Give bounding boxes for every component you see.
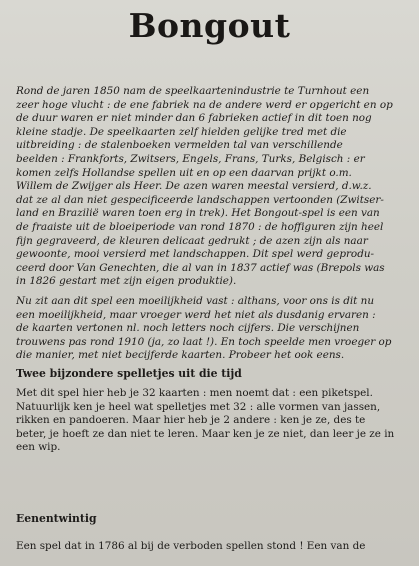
note-line: die manier, met niet becijferde kaarten. Probeer het ook eens. [16, 349, 345, 362]
intro-line: ceerd door Van Genechten, die al van in 1837 actief was (Brepols was [16, 261, 385, 274]
section1-line: een wip. [16, 441, 61, 454]
intro-paragraph [16, 85, 409, 289]
section1-line: rikken en pandoeren. Maar hier heb je 2 andere : ken je ze, des te [16, 414, 366, 427]
intro-line: zeer hoge vlucht : de ene fabriek na de andere werd er opgericht en op [16, 98, 393, 111]
intro-line: in 1826 gestart met zijn eigen produktie). [16, 275, 237, 288]
intro-line: gewoonte, mooi versierd met landschappen. Dit spel werd geprodu- [16, 248, 375, 261]
intro-line: beelden : Frankforts, Zwitsers, Engels, Frans, Turks, Belgisch : er [16, 152, 365, 165]
intro-line: komen zelfs Hollandse spellen uit en op een daarvan prijkt o.m. [16, 166, 352, 179]
section1-line: Met dit spel hier heb je 32 kaarten : men noemt dat : een piketspel. [16, 387, 373, 399]
intro-line: fijn gegraveerd, de kleuren delicaat gedrukt ; de azen zijn als naar [16, 234, 368, 247]
intro-line: Willem de Zwijger als Heer. De azen waren meestal versierd, d.w.z. [16, 180, 372, 193]
intro-line: uitbreiding : de stalenboeken vermelden tal van verschillende [16, 139, 343, 152]
section2-line: Een spel dat in 1786 al bij de verboden spellen stond ! Een van de [16, 540, 366, 552]
note-line: Nu zit aan dit spel een moeilijkheid vast : althans, voor ons is dit nu [16, 295, 375, 307]
section1-line: Natuurlijk ken je heel wat spelletjes met 32 : alle vormen van jassen, [16, 400, 381, 413]
section1-line: beter, je hoeft ze dan niet te leren. Maar ken je ze niet, dan leer je ze in [16, 427, 395, 440]
intro-line: de fraaiste uit de bloeiperiode van rond 1870 : de hoffiguren zijn heel [16, 220, 384, 233]
intro-line: kleine stadje. De speelkaarten zelf hielden gelijke tred met die [16, 125, 347, 138]
section2-heading: Eenentwintig [16, 512, 97, 525]
note-paragraph [16, 295, 409, 363]
note-line: een moeilijkheid, maar vroeger werd het niet als dusdanig ervaren : [16, 308, 376, 321]
document-title: Bongout [128, 6, 291, 45]
note-line: de kaarten vertonen nl. noch letters noch cijfers. Die verschijnen [16, 322, 360, 335]
section1-heading: Twee bijzondere spelletjes uit die tijd [16, 367, 242, 380]
section1-paragraph [16, 387, 409, 455]
note-line: trouwens pas rond 1910 (ja, zo laat !). En toch speelde men vroeger op [16, 335, 392, 348]
intro-line: dat ze al dan niet gespecificeerde landschappen vertoonden (Zwitser- [16, 193, 384, 206]
section2-paragraph [16, 540, 409, 554]
intro-line: de duur waren er niet minder dan 6 fabrieken actief in dit toen nog [16, 112, 372, 125]
intro-line: land en Brazilië waren toen erg in trek). Het Bongout-spel is een van [16, 207, 380, 220]
intro-line: Rond de jaren 1850 nam de speelkaartenindustrie te Turnhout een [16, 85, 370, 97]
